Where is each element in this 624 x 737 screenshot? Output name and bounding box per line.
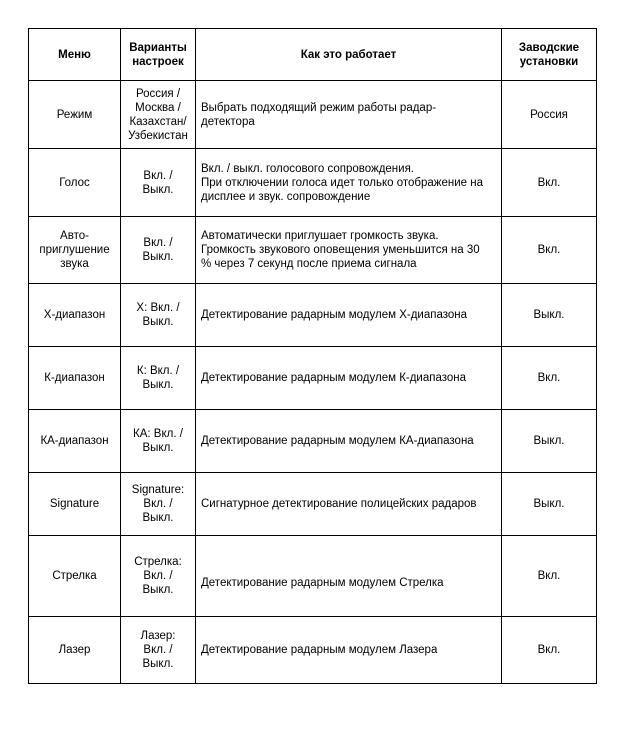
cell-options: Вкл. / Выкл. — [121, 149, 196, 217]
table-row — [29, 217, 597, 284]
cell-menu: Голос — [29, 149, 121, 217]
table-row — [29, 536, 597, 617]
cell-default: Вкл. — [502, 347, 597, 410]
cell-options: Стрелка: Вкл. / Выкл. — [121, 536, 196, 617]
cell-options: Х: Вкл. / Выкл. — [121, 284, 196, 347]
table-row — [29, 284, 597, 347]
cell-default: Россия — [502, 81, 597, 149]
table-row — [29, 617, 597, 684]
cell-menu: К-диапазон — [29, 347, 121, 410]
table-header — [29, 29, 597, 81]
cell-menu: Авто- приглушение звука — [29, 217, 121, 284]
cell-menu: Стрелка — [29, 536, 121, 617]
cell-description: Сигнатурное детектирование полицейских радаров — [196, 473, 502, 536]
cell-options: Signature: Вкл. / Выкл. — [121, 473, 196, 536]
cell-description: Детектирование радарным модулем К-диапазона — [196, 347, 502, 410]
header-menu: Меню — [29, 29, 121, 81]
cell-options: К: Вкл. / Выкл. — [121, 347, 196, 410]
cell-options: Вкл. / Выкл. — [121, 217, 196, 284]
header-row — [29, 29, 597, 81]
cell-menu: КА-диапазон — [29, 410, 121, 473]
table-body — [29, 81, 597, 684]
cell-description: Детектирование радарным модулем Х-диапазона — [196, 284, 502, 347]
cell-description: Детектирование радарным модулем КА-диапазона — [196, 410, 502, 473]
cell-default: Выкл. — [502, 284, 597, 347]
table-row — [29, 81, 597, 149]
cell-description: Автоматически приглушает громкость звука. Громкость звукового оповещения уменьшится на 30 % через 7 секунд после приема сигнала — [196, 217, 502, 284]
table-row — [29, 149, 597, 217]
cell-default: Вкл. — [502, 617, 597, 684]
cell-description: Выбрать подходящий режим работы радар- детектора — [196, 81, 502, 149]
table-row — [29, 347, 597, 410]
cell-menu: Режим — [29, 81, 121, 149]
header-description: Как это работает — [196, 29, 502, 81]
cell-menu: Signature — [29, 473, 121, 536]
cell-description: Вкл. / выкл. голосового сопровождения. При отключении голоса идет только отображение на дисплее и звук. сопровождение — [196, 149, 502, 217]
cell-menu: Лазер — [29, 617, 121, 684]
cell-options: Лазер: Вкл. / Выкл. — [121, 617, 196, 684]
cell-options: Россия / Москва / Казахстан/ Узбекистан — [121, 81, 196, 149]
cell-default: Вкл. — [502, 536, 597, 617]
settings-table — [28, 28, 597, 684]
cell-default: Вкл. — [502, 149, 597, 217]
table-row — [29, 410, 597, 473]
table-row — [29, 473, 597, 536]
cell-description: Детектирование радарным модулем Лазера — [196, 617, 502, 684]
cell-default: Вкл. — [502, 217, 597, 284]
cell-default: Выкл. — [502, 473, 597, 536]
cell-menu: Х-диапазон — [29, 284, 121, 347]
header-options: Варианты настроек — [121, 29, 196, 81]
cell-options: КА: Вкл. / Выкл. — [121, 410, 196, 473]
cell-description: Детектирование радарным модулем Стрелка — [196, 536, 502, 617]
cell-default: Выкл. — [502, 410, 597, 473]
header-default: Заводские установки — [502, 29, 597, 81]
